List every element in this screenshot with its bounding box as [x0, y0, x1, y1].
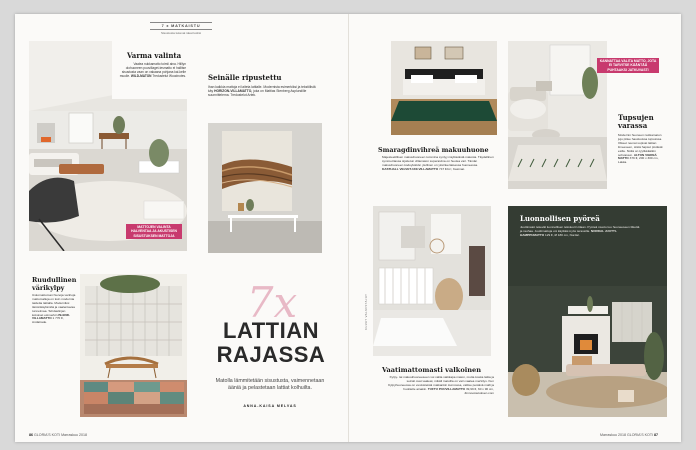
ruudullinen-text [32, 294, 77, 325]
ruudullinen-body: Uskomattoman hienoja vanhoja mattomalleja on kuin modernia taidetta lattialla. Moderniksi tämänkäytäntöä ja vaalentavaa tunnelmaa. Tehdaslinjan kokoiset esimerkin [32, 293, 76, 317]
ruudullinen-product: BLEND-VILLAMATTO [32, 312, 71, 321]
tupsujen-text-panel [610, 110, 668, 196]
folio-right-num: 87 [654, 433, 659, 437]
tupsujen-title: Tupsujen varassa [618, 113, 654, 130]
feature-lead: Matolla lämmitetään sisustusta, vaimennetaan ääniä ja pelastetaan lattiat kolhuilta. [215, 378, 325, 391]
smaragdi-product: KASTHALL VELVET-UNI-VILLAMATTO [382, 166, 439, 171]
photo-checkered-rug [80, 274, 187, 417]
seinalle-text [208, 85, 320, 98]
pyorea-price: 129 €, Ø 180 cm, Nordal. [545, 232, 580, 237]
tupsujen-product: ALTON VIHREÄ MATTO [618, 152, 657, 161]
folio-left-num: 86 [29, 433, 33, 437]
pyorea-body: Juuttimatot tekevät luonnollisen tekstuurin tilaan. Pyöreä muoto tuo huoneeseen liikettä ja rauhaa. Juuttimattoja voi käyttää myös terassilla. [520, 225, 640, 233]
seinalle-body: Ihan kaikkia mattoja ei laiteta lattialle. Modernista esimerkiksi ja tekstiilistä käy [208, 85, 316, 94]
ruudullinen-price: 1 770 €, Andatrade. [32, 316, 64, 325]
wall-rug-illustration [208, 123, 322, 253]
photo-bathroom [373, 206, 491, 356]
tupsujen-body: Modernin huoneen nukkamaton juju piilee hauskoissa tupsuissa. Olkeet reunat sopivat lattian ilmeeseen, siistä hapsut pistävät esille. Nöitä on tyylikkäätkin sohvaiuun. [618, 133, 663, 157]
green-bedroom-illustration [391, 41, 497, 135]
folio-right-text: GLORIA'S KOTI [626, 433, 654, 437]
vaaleanmatto-product: TUFTU PUUVILLAMATTO [427, 386, 466, 391]
vaaleanmatto-text [384, 376, 494, 396]
tupsujen-price: 379 €, 200 x 300 cm, Lakka. [618, 156, 659, 165]
vaaleanmatto-title: Vaatimattomasti valkoinen [382, 366, 482, 374]
varma-text-panel [112, 41, 187, 99]
seinalle-title: Seinälle ripustettu [208, 73, 282, 82]
photo-green-bedroom [391, 41, 497, 135]
varma-pink-tag: MATTOJEN VALINTA HALVENTAA JA AKUSTISEN SISUSTUKSEN MATTOJA [126, 224, 182, 239]
pyorea-text [520, 226, 640, 238]
page-gutter [348, 14, 349, 442]
varma-product: WILD-MATON [130, 74, 152, 78]
feature-title-line1: LATTIAN [223, 318, 319, 343]
ruudullinen-text-panel [29, 270, 79, 370]
varma-body: Vaalea nukkamatto toimii aina. Hiillyn olohuoneen puuvillaget-tesmatto ei hallitse sisustusta vaan on vakaana pohjana kai-kelle muulle. [119, 62, 186, 78]
section-header [150, 22, 212, 30]
pyorea-text-block [520, 214, 640, 238]
smaragdi-title: Smaragdinvihreä makuuhuone [378, 146, 489, 154]
smaragdi-text [382, 156, 494, 172]
feature-number: 7x [246, 278, 298, 327]
varma-text [116, 62, 186, 78]
photo-tassel-rug [508, 41, 607, 189]
pyorea-title: Luonnollisen pyöreä [520, 214, 600, 223]
pyorea-product: NORDAL JUUTTI-HAMPPUMATTO [520, 228, 617, 237]
smaragdi-price: 747 €/m², Kasimat. [439, 166, 465, 171]
folio-left-text: GLORIA'S KOTI [34, 433, 61, 437]
ruudullinen-title: Ruudullinen värikylpy [32, 276, 77, 292]
feature-title-line2: RAJASSA [216, 342, 326, 367]
vaaleanmatto-price: 39,99 €, 60 x 90 cm, Jimnoostetuksen.com [464, 386, 494, 395]
tupsujen-text [618, 134, 666, 165]
feature-byline: ANNA-KAISA MELVAS [243, 404, 297, 408]
smaragdi-body: Majesteetillisen makuuhuoneen tummina syntyy näyttävästä matosta. Täydellinen symmetriassa sijoitetun villamaton superaivina on huolea vari. Tämän makuuhuoneen kodoyksikön ylellinen on yksinkertaisessa huoneessa. [382, 155, 494, 167]
folio-right-date: Marraskuu 2018 [600, 433, 626, 437]
folio-left [29, 433, 87, 437]
section-tag: 7 x MATKAISTU [161, 24, 201, 28]
seinalle-product: HORIZON-VILLAMATTO, [214, 89, 253, 94]
photo-credit: KUVAT VALMISTAJAT [364, 293, 368, 330]
seinalle-body2: joka on Mattias Stenberg Asplundille suunnittelema. Tredustelut Artek. [208, 89, 307, 98]
varma-designer: Tredustelut Woodnotes. [152, 74, 186, 78]
bathroom-illustration [373, 206, 491, 356]
vaaleanmatto-body: Kylpy- tai makuuhuoneeseen voi valita vaikkapa maton, mutta koska lattia ja seinät ovat vaaleat, mikäli matoilla on vain vaalea merkitys. Kun Kylpyhuoneessa on vesiväreistä matkankin kunnossa, valitse pestävä malli ja huolitelle ainakin. [388, 375, 494, 391]
folio-left-date: Marraskuu 2018 [61, 433, 88, 437]
tupsujen-pink-tag: KANNATTAA VALITA MATTO, JOTA EI TARVITSE KÄÄNTÄÄ PUHTAAKSI JATKUVASTI [597, 58, 659, 73]
checkered-rug-illustration [80, 274, 187, 417]
folio-right [600, 433, 658, 437]
section-subtag: Sisustusta tukevat ideat kotiisi [160, 31, 202, 35]
tassel-rug-illustration [508, 41, 607, 189]
varma-title: Varma valinta [127, 51, 182, 60]
photo-wall-rug [208, 123, 322, 253]
